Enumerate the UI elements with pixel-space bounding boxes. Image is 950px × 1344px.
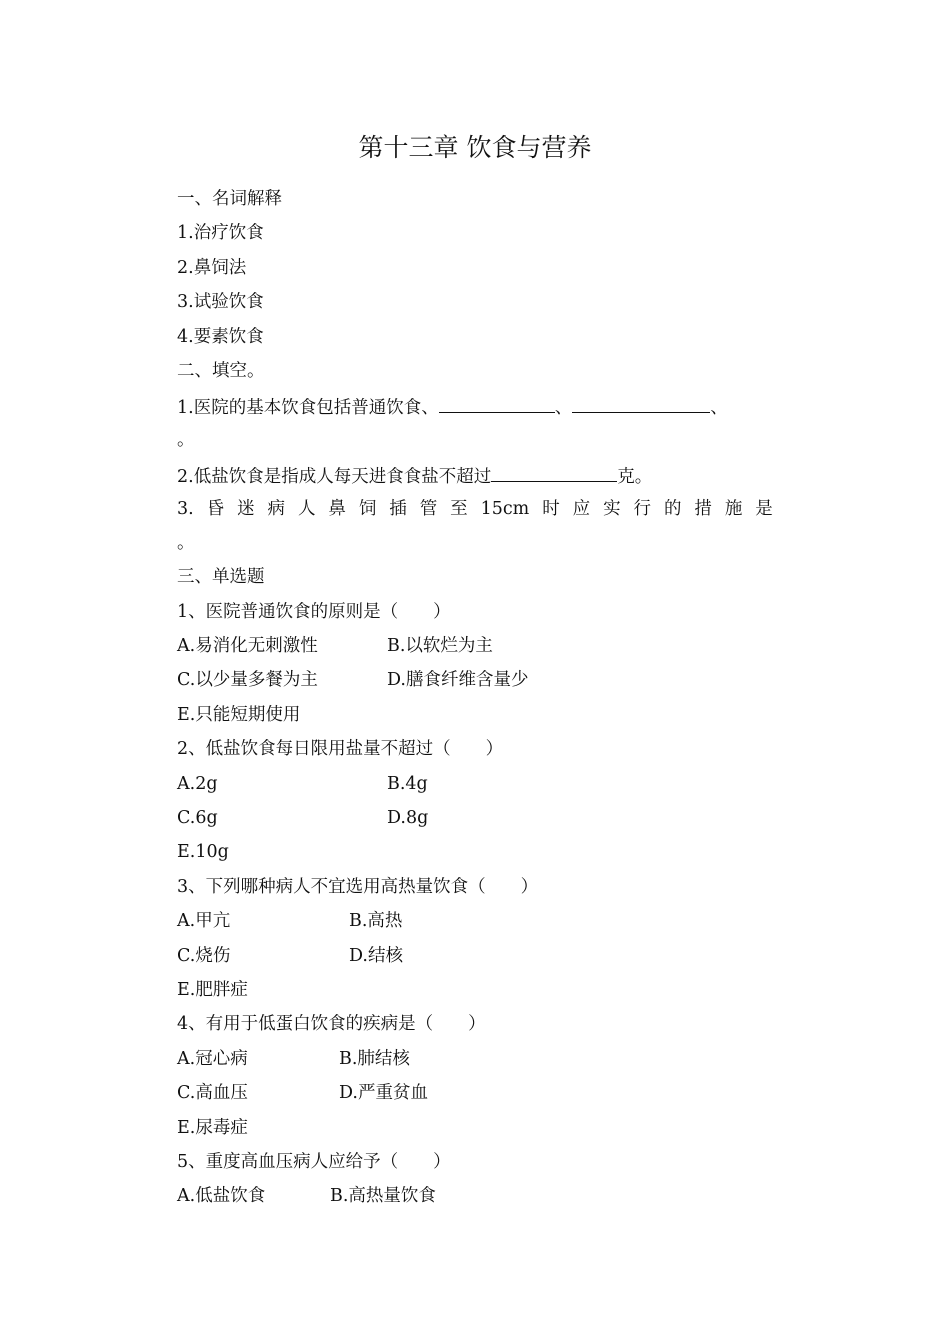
option-a: A.2g xyxy=(177,773,218,794)
option-d: D.8g xyxy=(387,808,429,829)
option-d: D.严重贫血 xyxy=(339,1083,428,1104)
question-char: 施 xyxy=(724,498,743,519)
question-char: 病 xyxy=(267,498,286,519)
question-char: 昏 xyxy=(206,498,225,519)
section-heading: 一、名词解释 xyxy=(177,189,282,209)
question-char: 行 xyxy=(633,498,651,519)
content xyxy=(177,182,773,1214)
separator: 、 xyxy=(554,398,573,419)
question-end: 克。 xyxy=(617,467,653,488)
term-item: 1.治疗饮食 xyxy=(177,223,264,244)
option-c: C.以少量多餐为主 xyxy=(177,670,318,691)
section-heading: 三、单选题 xyxy=(177,567,265,588)
question-char: 措 xyxy=(694,498,712,519)
page-title: 第十三章 饮食与营养 xyxy=(358,133,592,162)
question-char: 是 xyxy=(755,498,773,519)
question-end: 。 xyxy=(177,532,195,553)
term-item: 3.试验饮食 xyxy=(177,292,264,313)
option-c: C.6g xyxy=(177,808,218,829)
fill-question xyxy=(177,492,773,526)
option-c: C.烧伤 xyxy=(177,945,231,966)
option-c: C.高血压 xyxy=(177,1083,248,1104)
question-char: 15cm xyxy=(480,498,530,519)
answer-blank xyxy=(439,388,555,413)
question-char: 饲 xyxy=(358,498,377,519)
option-row xyxy=(177,767,773,801)
question-stem: 4、有用于低蛋白饮食的疾病是（ ） xyxy=(177,1014,486,1035)
option-d: D.结核 xyxy=(349,945,403,966)
question-stem: 5、重度高血压病人应给予（ ） xyxy=(177,1151,451,1172)
option-b: B.高热量饮食 xyxy=(330,1186,436,1207)
question-end: 。 xyxy=(177,429,195,450)
option-b: B.以软烂为主 xyxy=(387,636,493,657)
option-row xyxy=(177,939,773,973)
question-char: 3. xyxy=(177,498,194,519)
question-char: 实 xyxy=(603,498,621,519)
question-stem: 1、医院普通饮食的原则是（ ） xyxy=(177,601,451,622)
option-b: B.高热 xyxy=(349,911,403,932)
option-row xyxy=(177,663,773,697)
option-e: E.肥胖症 xyxy=(177,979,248,1000)
question-char: 鼻 xyxy=(328,498,346,519)
question-char: 插 xyxy=(389,498,407,519)
fill-question xyxy=(177,388,773,422)
question-char: 迷 xyxy=(237,498,255,519)
option-a: A.甲亢 xyxy=(177,911,231,932)
question-char: 时 xyxy=(542,498,560,519)
question-char: 至 xyxy=(450,498,468,519)
question-char: 应 xyxy=(572,498,591,519)
option-row xyxy=(177,801,773,835)
option-row xyxy=(177,629,773,663)
term-item: 2.鼻饲法 xyxy=(177,257,247,278)
question-char: 人 xyxy=(297,498,316,519)
section-heading: 二、填空。 xyxy=(177,360,265,381)
separator: 、 xyxy=(710,398,728,419)
option-a: A.冠心病 xyxy=(177,1048,248,1069)
option-a: A.低盐饮食 xyxy=(177,1186,266,1207)
option-row xyxy=(177,1076,773,1110)
option-d: D.膳食纤维含量少 xyxy=(387,670,529,691)
option-e: E.尿毒症 xyxy=(177,1117,248,1138)
question-stem: 3、下列哪种病人不宜选用高热量饮食（ ） xyxy=(177,876,539,897)
question-char: 的 xyxy=(663,498,682,519)
question-text: 2.低盐饮食是指成人每天进食食盐不超过 xyxy=(177,467,492,488)
option-e: E.10g xyxy=(177,842,229,863)
answer-blank xyxy=(572,388,710,413)
option-row xyxy=(177,1179,773,1213)
option-row xyxy=(177,1042,773,1076)
question-text: 1.医院的基本饮食包括普通饮食、 xyxy=(177,398,439,419)
fill-question xyxy=(177,457,773,491)
option-row xyxy=(177,904,773,938)
option-b: B.肺结核 xyxy=(339,1048,410,1069)
option-a: A.易消化无刺激性 xyxy=(177,636,318,657)
question-stem: 2、低盐饮食每日限用盐量不超过（ ） xyxy=(177,739,504,760)
term-item: 4.要素饮食 xyxy=(177,326,264,347)
question-char: 管 xyxy=(419,498,438,519)
option-e: E.只能短期使用 xyxy=(177,704,301,725)
option-b: B.4g xyxy=(387,773,428,794)
answer-blank xyxy=(491,457,617,482)
